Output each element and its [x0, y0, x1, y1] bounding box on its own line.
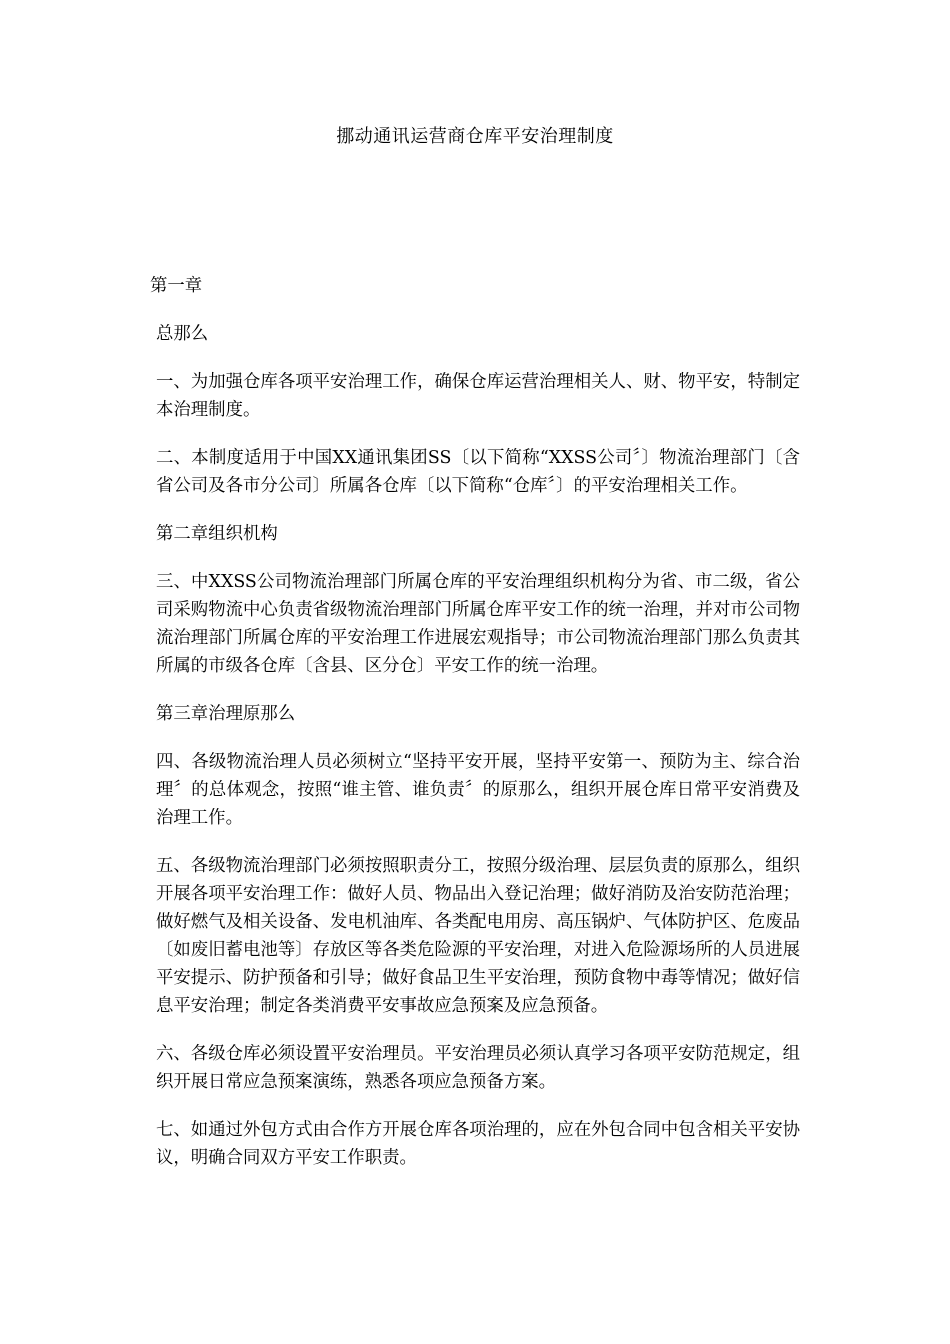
- paragraph-article-3: 三、中XXSS公司物流治理部门所属仓库的平安治理组织机构分为省、市二级，省公司采购物流中心负责省级物流治理部门所属仓库平安工作的统一治理，并对市公司物流治理部门所属仓库的平安治理工作进展宏观指导；市公司物流治理部门那么负责其所属的市级各仓库〔含县、区分仓〕平安工作的统一治理。: [156, 572, 800, 676]
- chapter-1-heading: 第一章: [150, 276, 203, 296]
- chapter-3-heading: 第三章治理原那么: [156, 704, 296, 724]
- document-body: [150, 272, 800, 1192]
- document-title: 挪动通讯运营商仓库平安治理制度: [336, 126, 614, 147]
- paragraph-article-1: 一、为加强仓库各项平安治理工作，确保仓库运营治理相关人、财、物平安，特制定本治理制度。: [156, 372, 800, 420]
- chapter-2-heading: 第二章组织机构: [156, 524, 278, 544]
- paragraph-article-7: 七、如通过外包方式由合作方开展仓库各项治理的，应在外包合同中包含相关平安协议，明确合同双方平安工作职责。: [156, 1120, 800, 1168]
- paragraph-article-2: 二、本制度适用于中国XX通讯集团SS〔以下简称“XXSS公司〞〕物流治理部门〔含省公司及各市分公司〕所属各仓库〔以下简称“仓库〞〕的平安治理相关工作。: [156, 448, 800, 496]
- paragraph-article-4: 四、各级物流治理人员必须树立“坚持平安开展，坚持平安第一、预防为主、综合治理〞的总体观念，按照“谁主管、谁负责〞的原那么，组织开展仓库日常平安消费及治理工作。: [156, 752, 800, 828]
- general-principles-heading: 总那么: [156, 324, 209, 344]
- paragraph-article-5: 五、各级物流治理部门必须按照职责分工，按照分级治理、层层负责的原那么，组织开展各项平安治理工作：做好人员、物品出入登记治理；做好消防及治安防范治理；做好燃气及相关设备、发电机油库、各类配电用房、高压锅炉、气体防护区、危废品〔如废旧蓄电池等〕存放区等各类危险源的平安治理，对进入危险源场所的人员进展平安提示、防护预备和引导；做好食品卫生平安治理，预防食物中毒等情况；做好信息平安治理；制定各类消费平安事故应急预案及应急预备。: [156, 856, 800, 1016]
- paragraph-article-6: 六、各级仓库必须设置平安治理员。平安治理员必须认真学习各项平安防范规定，组织开展日常应急预案演练，熟悉各项应急预备方案。: [156, 1044, 800, 1092]
